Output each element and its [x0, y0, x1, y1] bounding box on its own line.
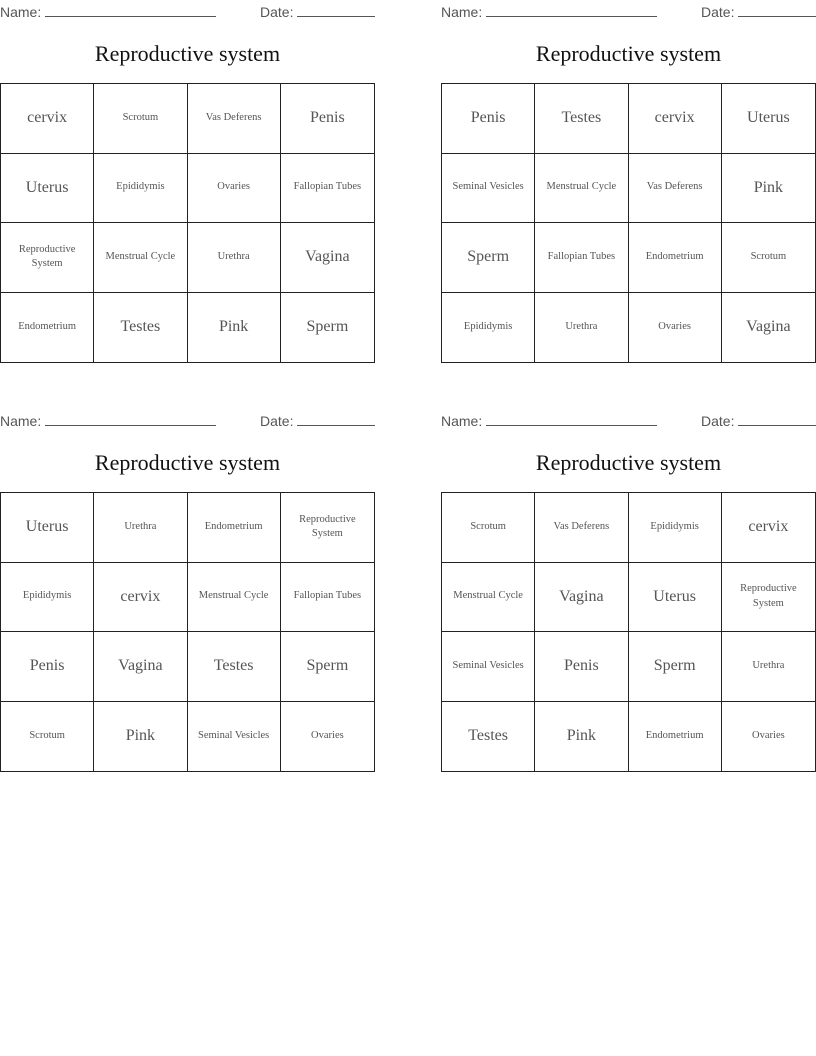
grid-cell: Ovaries — [629, 293, 722, 363]
grid-cell: Pink — [94, 702, 187, 772]
name-date-row — [441, 2, 816, 20]
bingo-grid — [0, 83, 375, 363]
grid-cell: Vagina — [746, 318, 791, 336]
grid-cell: Endometrium — [188, 493, 281, 563]
grid-cell: Testes — [535, 84, 628, 154]
name-blank-line — [45, 411, 216, 426]
grid-cell: Seminal Vesicles — [188, 702, 281, 772]
bingo-grid — [441, 492, 816, 772]
grid-cell: Sperm — [306, 318, 349, 336]
grid-cell: Penis — [281, 84, 374, 154]
grid-cell: Reproductive System — [281, 493, 374, 563]
grid-cell: cervix — [94, 563, 187, 633]
grid-cell: Menstrual Cycle — [535, 154, 628, 224]
grid-cell: Vas Deferens — [188, 84, 281, 154]
grid-cell: Vas Deferens — [535, 493, 628, 563]
name-blank-line — [486, 2, 657, 17]
grid-cell: Urethra — [535, 293, 628, 363]
grid-cell: Ovaries — [752, 729, 785, 741]
grid-cell: Urethra — [188, 223, 281, 293]
grid-cell: Menstrual Cycle — [94, 223, 187, 293]
date-blank-line — [738, 2, 816, 17]
card-title: Reproductive system — [535, 41, 722, 66]
grid-cell: Fallopian Tubes — [535, 223, 628, 293]
grid-cell: Endometrium — [629, 223, 722, 293]
grid-cell: cervix — [629, 84, 722, 154]
grid-cell: Testes — [188, 632, 281, 702]
grid-cell: Pink — [722, 154, 815, 224]
name-label: Name: — [0, 413, 42, 429]
grid-cell: Pink — [535, 702, 628, 772]
grid-cell: Penis — [1, 632, 94, 702]
grid-cell: Endometrium — [1, 293, 94, 363]
grid-cell: Epididymis — [94, 154, 187, 224]
grid-cell: Penis — [535, 632, 628, 702]
name-blank-line — [45, 2, 216, 17]
name-blank-line — [486, 411, 657, 426]
grid-cell: Scrotum — [722, 223, 815, 293]
name-date-row — [0, 2, 375, 20]
name-label: Name: — [0, 4, 42, 20]
grid-cell: Vagina — [281, 223, 374, 293]
grid-cell: Pink — [188, 293, 281, 363]
grid-cell: Urethra — [722, 632, 815, 702]
grid-cell: Uterus — [1, 493, 94, 563]
name-label: Name: — [441, 4, 483, 20]
bingo-card — [0, 0, 375, 363]
date-blank-line — [738, 411, 816, 426]
grid-cell: Seminal Vesicles — [442, 632, 535, 702]
grid-cell: Testes — [442, 702, 535, 772]
date-blank-line — [297, 411, 375, 426]
name-label: Name: — [441, 413, 483, 429]
grid-cell: Sperm — [281, 632, 374, 702]
grid-cell: Menstrual Cycle — [442, 563, 535, 633]
grid-cell: Endometrium — [629, 702, 722, 772]
grid-cell: Penis — [442, 84, 535, 154]
grid-cell: Fallopian Tubes — [281, 563, 374, 633]
grid-cell: Sperm — [442, 223, 535, 293]
grid-cell: Reproductive System — [722, 563, 815, 633]
grid-cell: Testes — [94, 293, 187, 363]
bingo-card — [0, 409, 375, 772]
grid-cell: Uterus — [629, 563, 722, 633]
grid-cell: Epididymis — [442, 293, 535, 363]
grid-cell: Epididymis — [629, 493, 722, 563]
bingo-card — [441, 409, 816, 772]
bingo-card — [441, 0, 816, 363]
grid-cell: Vagina — [94, 632, 187, 702]
grid-cell: Urethra — [94, 493, 187, 563]
date-label: Date: — [260, 413, 294, 429]
date-label: Date: — [260, 4, 294, 20]
bingo-grid — [0, 492, 375, 772]
grid-cell: Ovaries — [311, 729, 344, 741]
grid-cell: Vagina — [535, 563, 628, 633]
grid-cell: Scrotum — [1, 702, 94, 772]
grid-cell: Fallopian Tubes — [281, 154, 374, 224]
grid-cell: Scrotum — [442, 493, 535, 563]
name-date-row — [441, 411, 816, 429]
grid-cell: Vas Deferens — [629, 154, 722, 224]
grid-cell: cervix — [1, 84, 94, 154]
grid-cell: Scrotum — [94, 84, 187, 154]
date-label: Date: — [701, 4, 735, 20]
grid-cell: Epididymis — [1, 563, 94, 633]
card-title: Reproductive system — [535, 450, 722, 475]
grid-cell: Sperm — [629, 632, 722, 702]
bingo-grid — [441, 83, 816, 363]
date-label: Date: — [701, 413, 735, 429]
grid-cell: Seminal Vesicles — [442, 154, 535, 224]
grid-cell: Uterus — [1, 154, 94, 224]
grid-cell: Reproductive System — [1, 223, 94, 293]
card-title: Reproductive system — [94, 450, 281, 475]
grid-cell: cervix — [722, 493, 815, 563]
name-date-row — [0, 411, 375, 429]
date-blank-line — [297, 2, 375, 17]
grid-cell: Uterus — [722, 84, 815, 154]
card-title: Reproductive system — [94, 41, 281, 66]
grid-cell: Ovaries — [188, 154, 281, 224]
grid-cell: Menstrual Cycle — [188, 563, 281, 633]
